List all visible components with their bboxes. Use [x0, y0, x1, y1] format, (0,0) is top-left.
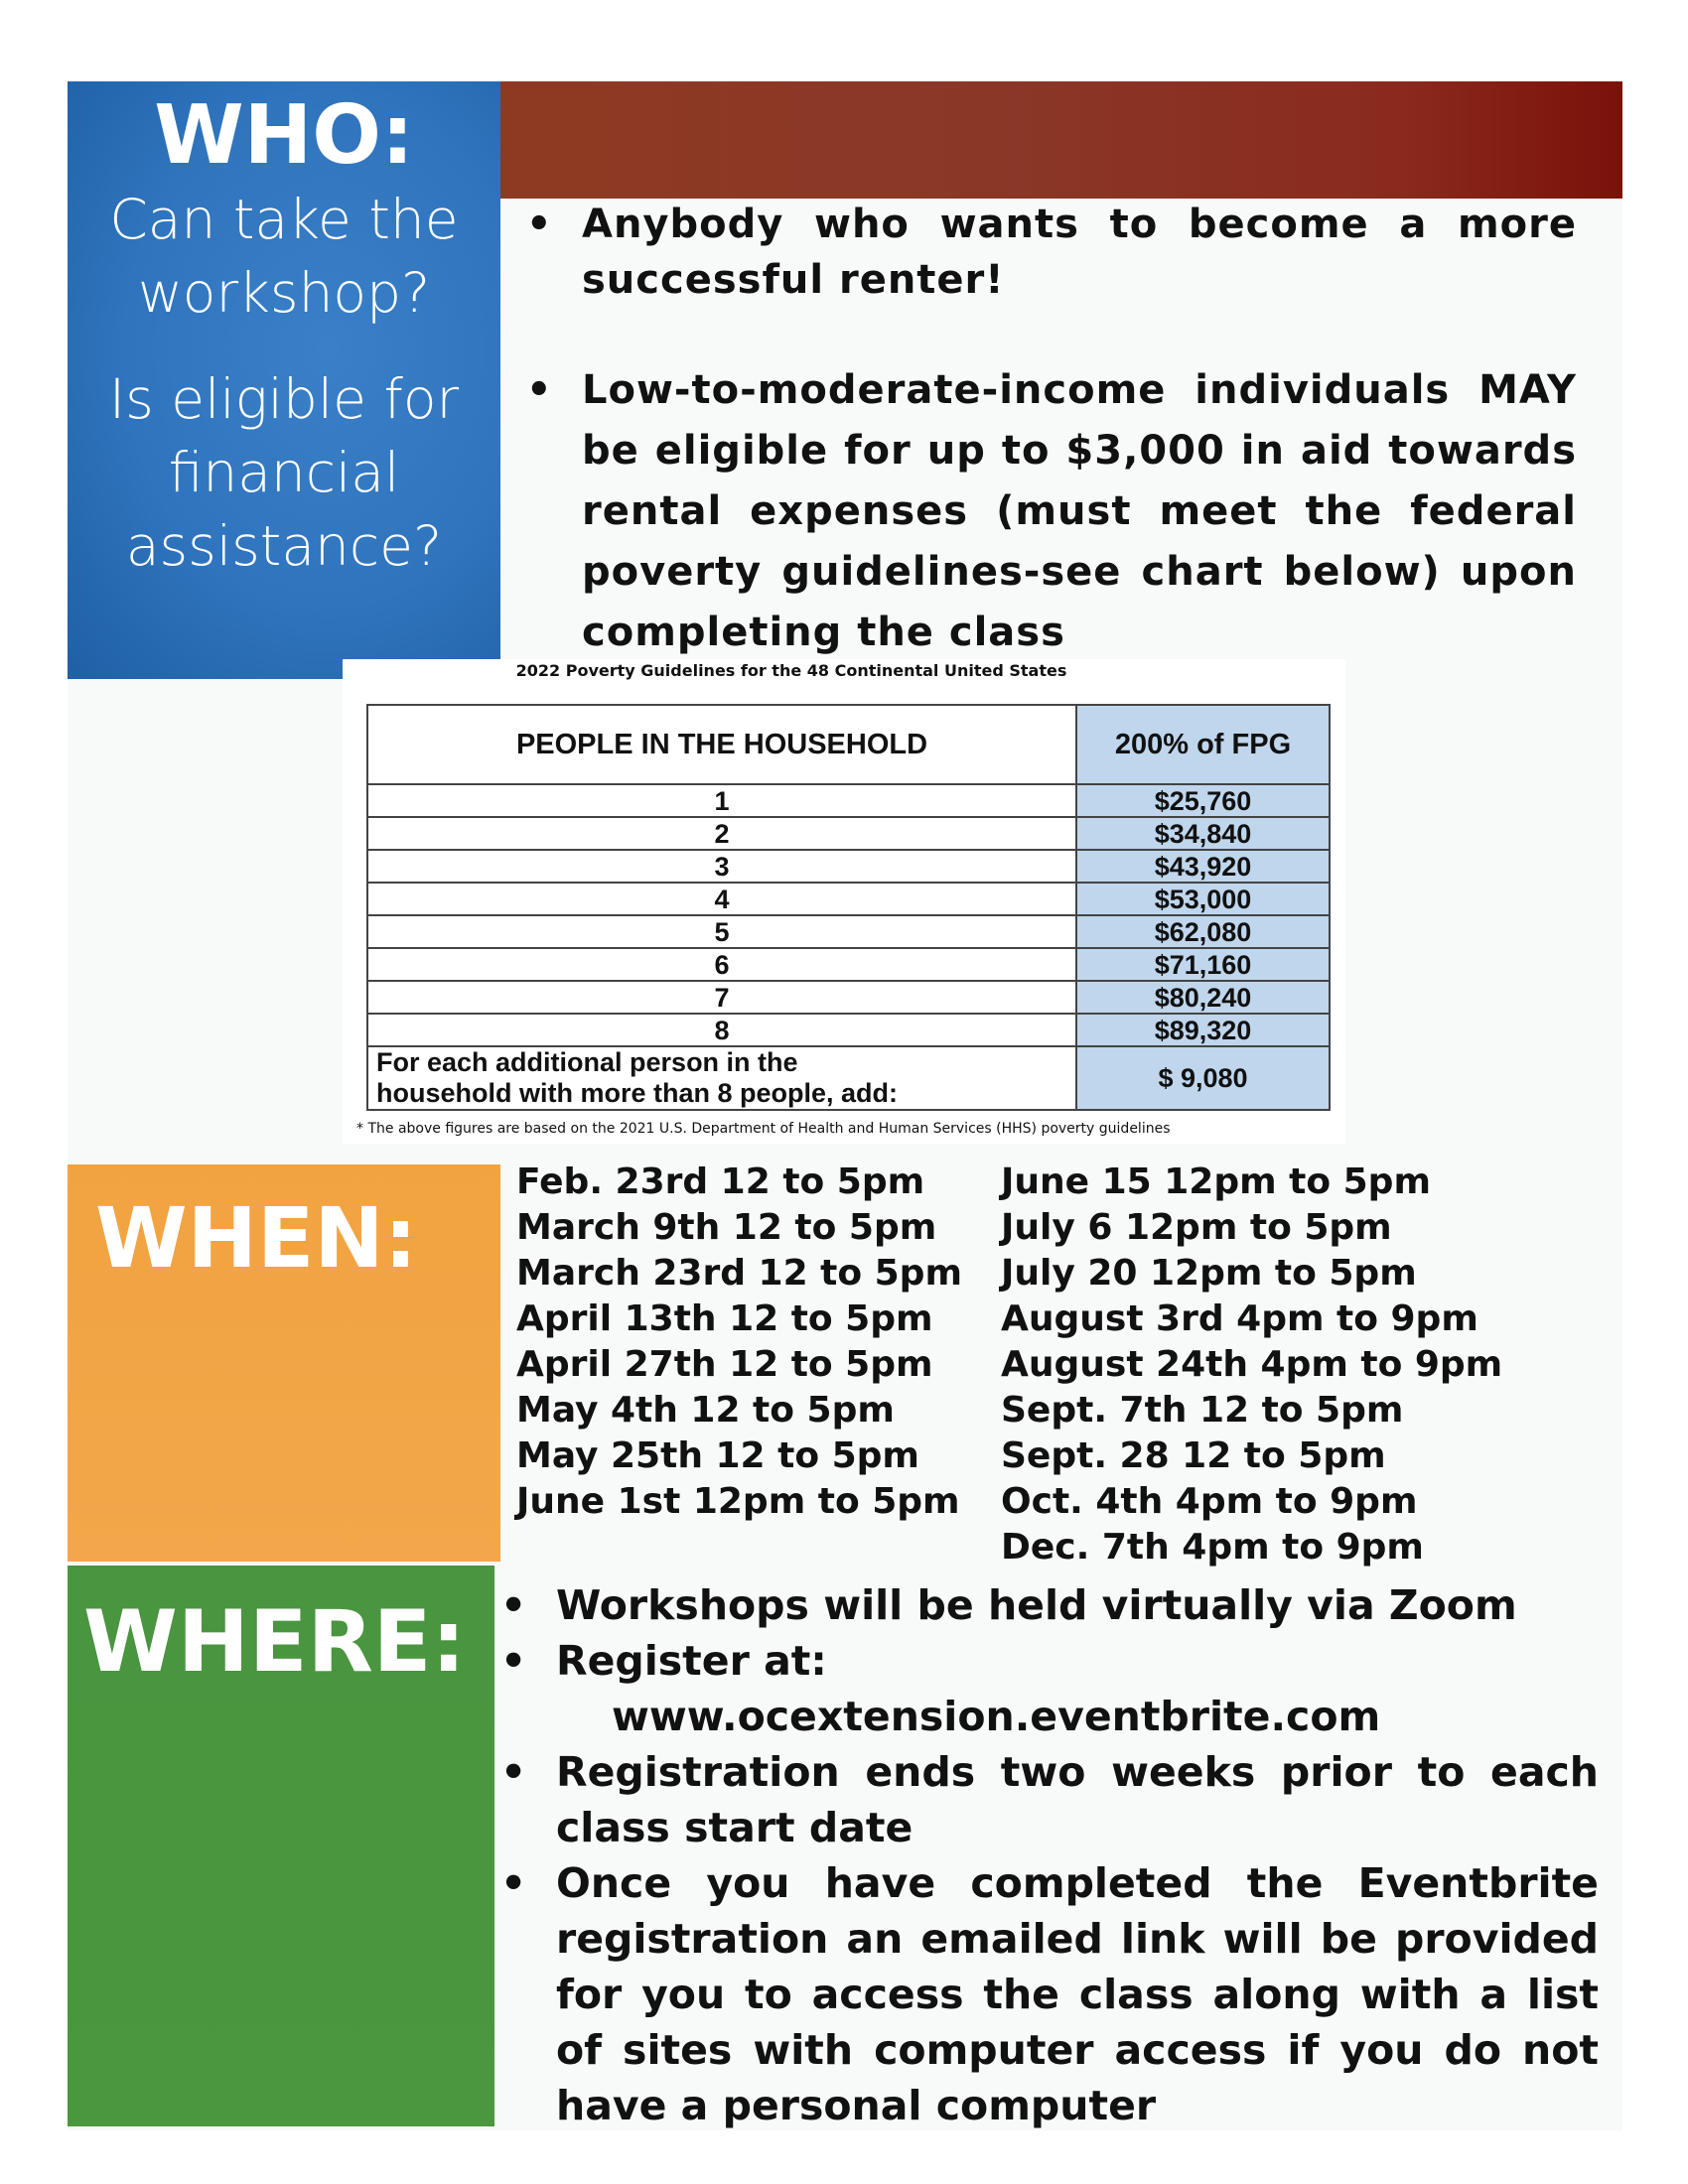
register-label: Register at:	[556, 1637, 827, 1685]
bullet-icon: •	[500, 1581, 527, 1629]
additional-person-label-line2: household with more than 8 people, add:	[376, 1078, 899, 1108]
household-size-cell: 1	[367, 784, 1076, 817]
header-banner	[500, 81, 1622, 199]
table-row	[367, 1014, 1330, 1046]
list-item	[524, 360, 1577, 663]
workshop-date-item: August 3rd 4pm to 9pm	[1001, 1298, 1478, 1339]
dates-list-right	[1001, 1160, 1502, 1570]
workshop-date-item: March 9th 12 to 5pm	[516, 1207, 937, 1248]
workshop-date-item: August 24th 4pm to 9pm	[1001, 1344, 1503, 1385]
where-bullet-list	[496, 1577, 1599, 2133]
who-panel	[68, 81, 500, 679]
column-header-household: PEOPLE IN THE HOUSEHOLD	[367, 705, 1076, 784]
workshop-date-item: Sept. 7th 12 to 5pm	[1001, 1390, 1404, 1431]
additional-person-value: $ 9,080	[1076, 1046, 1330, 1110]
list-item	[496, 1855, 1599, 2133]
table-footnote: * The above figures are based on the 2021 U.S. Department of Health and Human Services (HHS) poverty guidelines	[356, 1121, 1171, 1137]
workshop-date-item: Sept. 28 12 to 5pm	[1001, 1435, 1386, 1476]
where-panel	[68, 1566, 494, 2126]
workshop-date-item: April 27th 12 to 5pm	[516, 1344, 933, 1385]
workshop-date-item: Dec. 7th 4pm to 9pm	[1001, 1527, 1424, 1568]
when-panel	[68, 1164, 500, 1562]
fpg-amount-cell: $43,920	[1076, 850, 1330, 883]
who-question-assistance-line1: Is eligible for	[108, 367, 460, 431]
who-bullet-text: Anybody who wants to become a more successful renter!	[582, 202, 1577, 303]
household-size-cell: 6	[367, 948, 1076, 981]
additional-person-label	[367, 1046, 1076, 1110]
who-question-assistance-line3: assistance?	[125, 514, 443, 578]
household-size-cell: 3	[367, 850, 1076, 883]
list-item	[496, 1577, 1599, 1633]
who-heading: WHO:	[154, 88, 414, 183]
list-item	[496, 1744, 1599, 1855]
fpg-amount-cell: $25,760	[1076, 784, 1330, 817]
table-row	[367, 915, 1330, 948]
list-item	[496, 1633, 1599, 1744]
workshop-date-item: May 4th 12 to 5pm	[516, 1390, 895, 1431]
bullet-icon: •	[526, 202, 553, 247]
household-size-cell: 2	[367, 817, 1076, 850]
household-size-cell: 7	[367, 981, 1076, 1014]
fpg-amount-cell: $71,160	[1076, 948, 1330, 981]
table-row	[367, 817, 1330, 850]
dates-list-left	[516, 1160, 962, 1525]
who-bullet-list	[524, 197, 1577, 663]
fpg-amount-cell: $80,240	[1076, 981, 1330, 1014]
who-question-assistance-line2: financial	[168, 441, 400, 504]
who-question-assistance	[68, 362, 500, 583]
registration-link[interactable]: www.ocextension.eventbrite.com	[612, 1693, 1381, 1740]
fpg-amount-cell: $89,320	[1076, 1014, 1330, 1046]
household-size-cell: 4	[367, 883, 1076, 915]
table-title: 2022 Poverty Guidelines for the 48 Continental United States	[515, 661, 1067, 680]
when-heading: WHEN:	[95, 1189, 418, 1287]
table-row	[367, 850, 1330, 883]
bullet-icon: •	[500, 1859, 527, 1907]
household-size-cell: 5	[367, 915, 1076, 948]
who-bullet-text: Low-to-moderate-income individuals MAY be eligible for up to $3,000 in aid towards rental expenses (must meet the federal poverty guidelines-see chart below) upon completing the class	[582, 367, 1577, 655]
table-row	[367, 981, 1330, 1014]
table-row-additional	[367, 1046, 1330, 1110]
workshop-date-item: June 1st 12pm to 5pm	[516, 1481, 960, 1522]
workshop-date-item: March 23rd 12 to 5pm	[516, 1253, 962, 1294]
table-row	[367, 948, 1330, 981]
household-size-cell: 8	[367, 1014, 1076, 1046]
fpg-amount-cell: $53,000	[1076, 883, 1330, 915]
table-grid	[366, 704, 1331, 1111]
workshop-date-item: May 25th 12 to 5pm	[516, 1435, 919, 1476]
fpg-amount-cell: $34,840	[1076, 817, 1330, 850]
fpg-amount-cell: $62,080	[1076, 915, 1330, 948]
poverty-guidelines-table	[343, 659, 1345, 1144]
table-body	[367, 784, 1330, 1046]
workshop-date-item: June 15 12pm to 5pm	[1001, 1161, 1431, 1202]
zoom-info-text: Workshops will be held virtually via Zoom	[556, 1581, 1517, 1629]
bullet-icon: •	[526, 367, 553, 413]
bullet-icon: •	[500, 1637, 527, 1685]
workshop-date-item: April 13th 12 to 5pm	[516, 1298, 933, 1339]
bullet-icon: •	[500, 1748, 527, 1796]
workshop-date-item: Oct. 4th 4pm to 9pm	[1001, 1481, 1418, 1522]
column-header-fpg: 200% of FPG	[1076, 705, 1330, 784]
workshop-date-item: Feb. 23rd 12 to 5pm	[516, 1161, 925, 1202]
registration-deadline-text: Registration ends two weeks prior to each class start date	[556, 1748, 1599, 1851]
who-question-workshop	[68, 183, 500, 330]
eventbrite-link-info-text: Once you have completed the Eventbrite registration an emailed link will be provided for you to access the class along with a list of sites with computer access if you do not have a personal computer	[556, 1859, 1599, 2129]
list-item	[524, 197, 1577, 308]
who-question-workshop-line2: workshop?	[137, 261, 431, 325]
workshop-date-item: July 6 12pm to 5pm	[1001, 1207, 1392, 1248]
who-question-workshop-line1: Can take the	[109, 188, 459, 251]
table-row	[367, 784, 1330, 817]
table-header-row	[367, 705, 1330, 784]
additional-person-label-line1: For each additional person in the	[376, 1047, 798, 1077]
table-row	[367, 883, 1330, 915]
workshop-date-item: July 20 12pm to 5pm	[1001, 1253, 1417, 1294]
where-heading: WHERE:	[83, 1592, 466, 1692]
